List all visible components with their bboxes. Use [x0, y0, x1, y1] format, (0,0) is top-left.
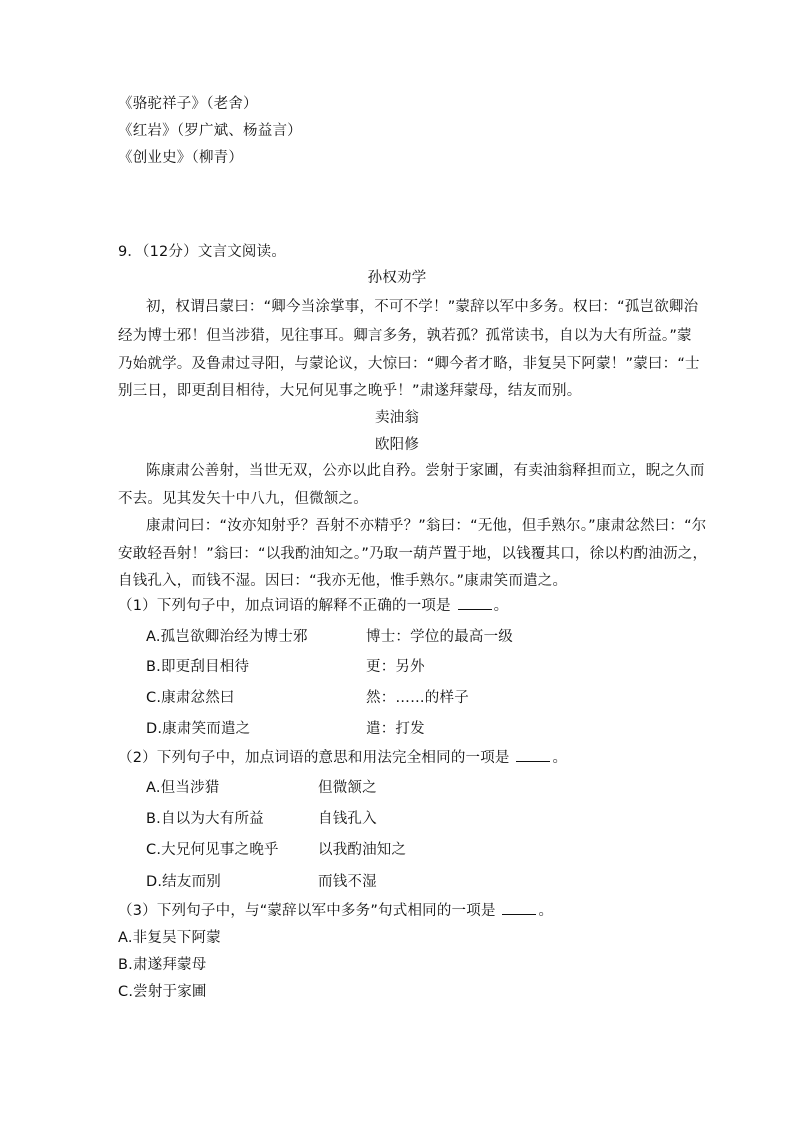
option-right: 自钱孔入 [318, 811, 377, 827]
passage-line: 安敢轻吾射！”翁曰：“以我酌油知之。”乃取一葫芦置于地，以钱覆其口，徐以杓酌油沥之， [118, 546, 708, 562]
sub-question-suffix: 。 [493, 598, 509, 614]
option-right: 但微颔之 [318, 780, 377, 796]
option-item: B.肃遂拜蒙母 [118, 957, 207, 973]
option-left: A.但当涉猎 [146, 780, 220, 796]
book-list-item: 《创业史》（柳青） [118, 150, 244, 166]
sub-question-prompt: （3）下列句子中，与“蒙辞以军中多务”句式相同的一项是 [118, 903, 496, 919]
option-right: 遣：打发 [366, 721, 425, 737]
passage-line: 别三日，即更刮目相待，大兄何见事之晚乎！”肃遂拜蒙母，结友而别。 [118, 383, 582, 399]
answer-blank[interactable] [502, 902, 536, 915]
sub-question-3 [118, 901, 553, 921]
option-left: C.大兄何见事之晚乎 [146, 842, 279, 858]
option-right: 然：……的样子 [366, 690, 469, 706]
passage-line: 经为博士邪！但当涉猎，见往事耳。卿言多务，孰若孤？孤常读书，自以为大有所益。”蒙 [118, 328, 692, 344]
sub-question-2 [118, 748, 567, 768]
passage-line: 康肃问曰：“汝亦知射乎？吾射不亦精乎？”翁曰：“无他，但手熟尔。”康肃忿然曰：“尔 [146, 518, 707, 534]
answer-blank[interactable] [516, 749, 550, 762]
question-header: 9．（12分）文言文阅读。 [118, 244, 287, 260]
passage-author: 欧阳修 [374, 437, 420, 453]
option-left: B.即更刮目相待 [146, 659, 250, 675]
option-right: 而钱不湿 [318, 874, 377, 890]
sub-question-1 [118, 596, 508, 616]
option-item: A.非复吴下阿蒙 [118, 930, 221, 946]
option-left: A.孤岂欲卿治经为博士邪 [146, 629, 308, 645]
option-left: D.结友而别 [146, 874, 221, 890]
passage-line: 自钱孔入，而钱不湿。因曰：“我亦无他，惟手熟尔。”康肃笑而遣之。 [118, 573, 568, 589]
option-left: B.自以为大有所益 [146, 811, 264, 827]
passage-line: 初，权谓吕蒙曰：“卿今当涂掌事，不可不学！”蒙辞以军中多务。权曰：“孤岂欲卿治 [146, 299, 699, 315]
option-left: C.康肃忿然曰 [146, 690, 235, 706]
sub-question-prompt: （1）下列句子中，加点词语的解释不正确的一项是 [118, 598, 451, 614]
option-right: 博士：学位的最高一级 [366, 629, 513, 645]
book-list-item: 《红岩》（罗广斌、杨益言） [118, 123, 302, 139]
passage-line: 不去。见其发矢十中八九，但微颔之。 [118, 491, 368, 507]
sub-question-suffix: 。 [538, 903, 554, 919]
option-right: 更：另外 [366, 659, 425, 675]
option-left: D.康肃笑而遣之 [146, 721, 251, 737]
passage-line: 陈康肃公善射，当世无双，公亦以此自矜。尝射于家圃，有卖油翁释担而立，睨之久而 [146, 463, 705, 479]
sub-question-suffix: 。 [552, 750, 568, 766]
option-right: 以我酌油知之 [318, 842, 407, 858]
passage-line: 乃始就学。及鲁肃过寻阳，与蒙论议，大惊曰：“卿今者才略，非复吴下阿蒙！”蒙曰：“士 [118, 356, 700, 372]
book-list-item: 《骆驼祥子》（老舍） [118, 96, 258, 112]
passage-title: 卖油翁 [374, 410, 420, 426]
sub-question-prompt: （2）下列句子中，加点词语的意思和用法完全相同的一项是 [118, 750, 510, 766]
answer-blank[interactable] [458, 597, 492, 610]
option-item: C.尝射于家圃 [118, 984, 207, 1000]
passage-title: 孙权劝学 [367, 270, 427, 286]
